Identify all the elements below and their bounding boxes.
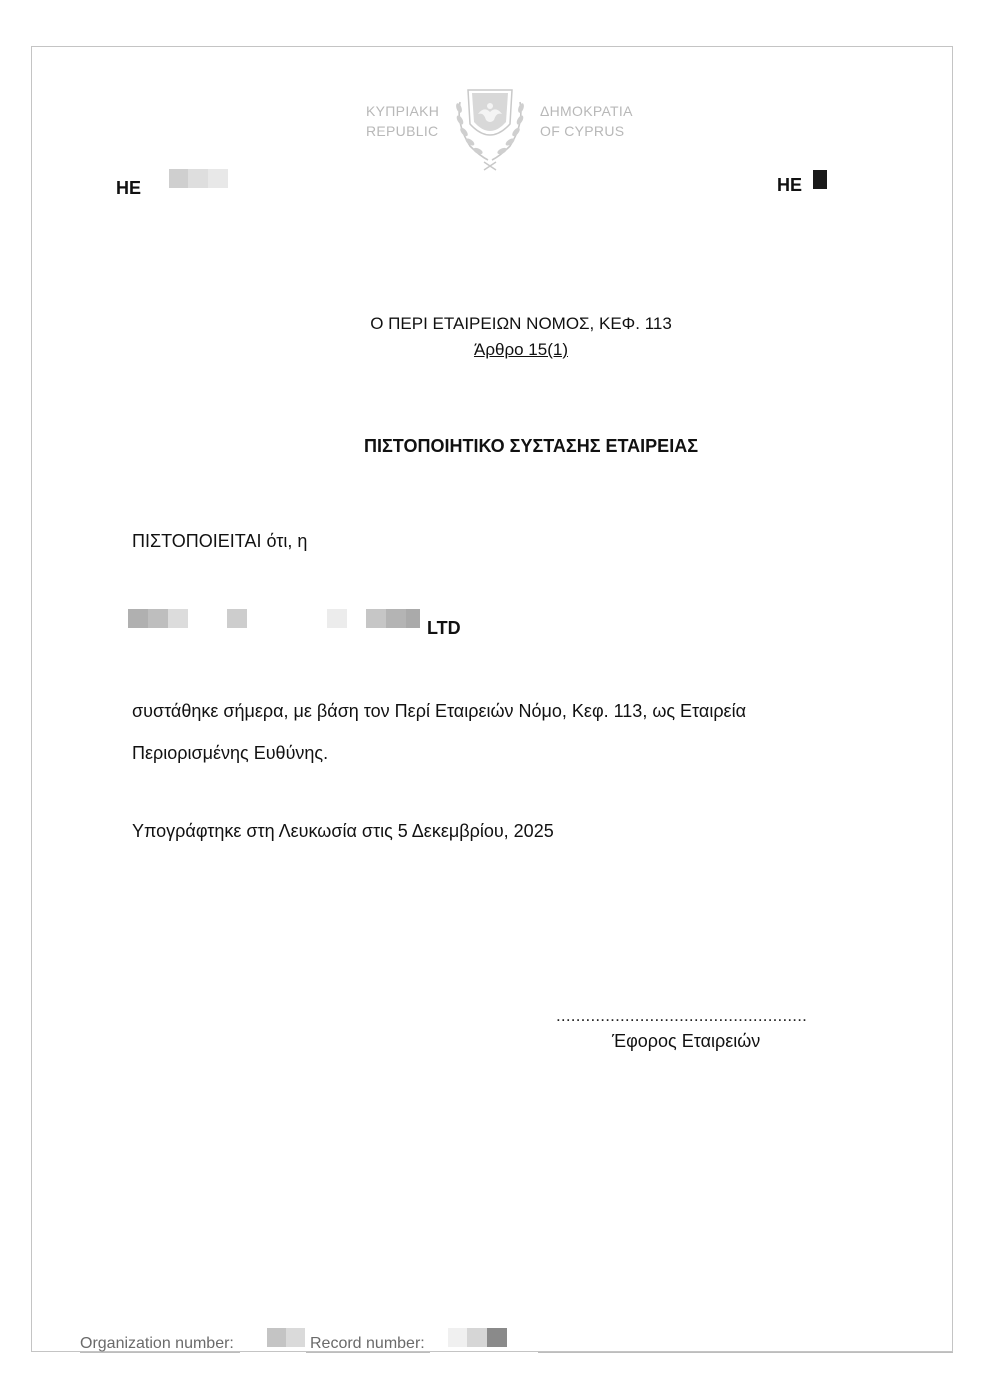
signature-line: ................................................... bbox=[556, 1006, 808, 1025]
redacted-company-name bbox=[128, 609, 420, 628]
emblem-greek-democracy: ΔΗΜΟΚΡΑΤΙΑ bbox=[540, 103, 633, 119]
page-frame bbox=[31, 46, 953, 1352]
emblem-english-cyprus: OF CYPRUS bbox=[540, 123, 625, 139]
organization-number-underline bbox=[80, 1352, 240, 1353]
record-number-label: Record number: bbox=[310, 1335, 425, 1352]
registrar-title: Έφορος Εταιρειών bbox=[612, 1031, 761, 1051]
record-number-underline bbox=[306, 1352, 430, 1353]
law-title: Ο ΠΕΡΙ ΕΤΑΙΡΕΙΩΝ ΝΟΜΟΣ, ΚΕΦ. 113 bbox=[370, 314, 672, 333]
redacted-reg-number-left bbox=[169, 169, 228, 188]
emblem-left-text bbox=[366, 101, 439, 141]
certifies-line: ΠΙΣΤΟΠΟΙΕΙΤΑΙ ότι, η bbox=[132, 531, 308, 551]
redacted-record-number bbox=[448, 1328, 507, 1347]
certificate-heading: ΠΙΣΤΟΠΟΙΗΤΙΚΟ ΣΥΣΤΑΣΗΣ ΕΤΑΙΡΕΙΑΣ bbox=[364, 436, 698, 456]
emblem-right-text bbox=[540, 101, 633, 141]
company-suffix: LTD bbox=[427, 618, 461, 638]
reg-number-prefix-left: HE bbox=[116, 178, 142, 198]
law-article: Άρθρο 15(1) bbox=[473, 340, 568, 359]
cyprus-coat-of-arms-icon bbox=[450, 84, 530, 172]
emblem-greek-country: ΚΥΠΡΙΑΚΗ bbox=[366, 103, 440, 119]
redacted-reg-number-right bbox=[813, 170, 827, 189]
emblem-english-republic: REPUBLIC bbox=[366, 123, 439, 139]
body-line-1: συστάθηκε σήμερα, με βάση τον Περί Εταιρειών Νόμο, Κεφ. 113, ως Εταιρεία bbox=[132, 701, 746, 721]
reg-number-prefix-right: HE bbox=[777, 175, 803, 195]
law-article-line bbox=[0, 340, 984, 360]
organization-number-label: Organization number: bbox=[80, 1335, 234, 1352]
body-line-2: Περιορισμένης Ευθύνης. bbox=[132, 743, 329, 763]
footer-rule bbox=[538, 1352, 953, 1353]
signed-place-date: Υπογράφτηκε στη Λευκωσία στις 5 Δεκεμβρίου, 2025 bbox=[132, 821, 554, 841]
redacted-organization-number bbox=[267, 1328, 305, 1347]
